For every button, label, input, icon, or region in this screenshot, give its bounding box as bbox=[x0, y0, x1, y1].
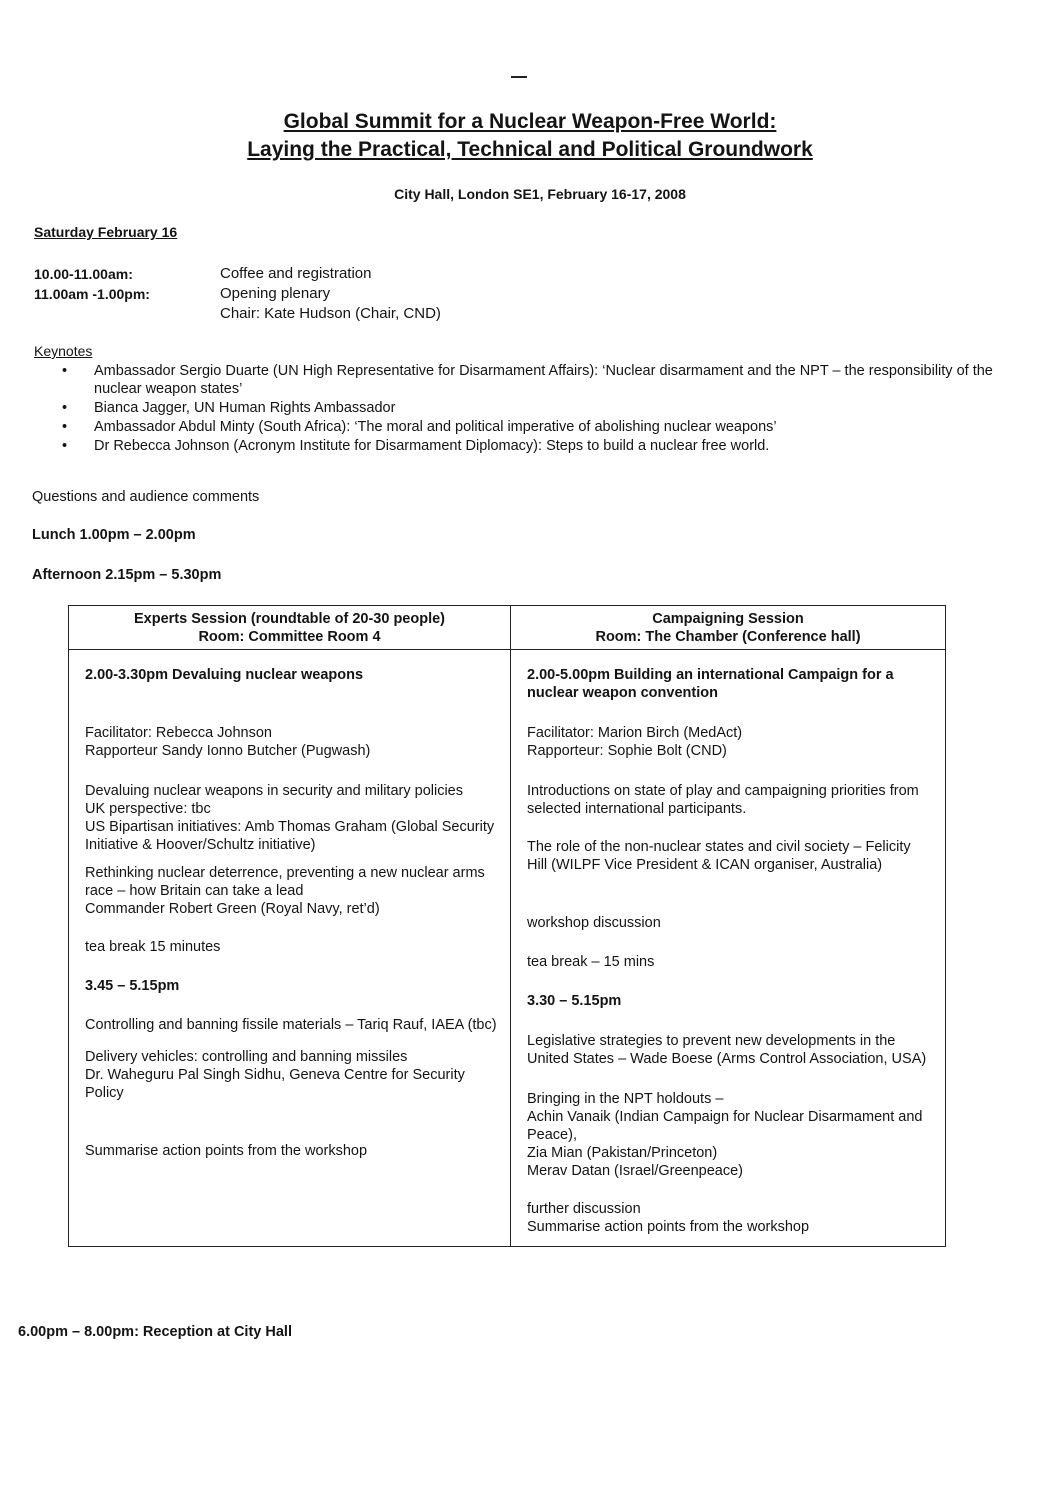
reception-line: 6.00pm – 8.00pm: Reception at City Hall bbox=[18, 1324, 292, 1340]
morning-schedule bbox=[34, 264, 441, 324]
experts-item: US Bipartisan initiatives: Amb Thomas Graham (Global Security Initiative & Hoover/Schultz initiative) bbox=[85, 819, 495, 853]
schedule-time: 11.00am -1.00pm: bbox=[34, 286, 150, 302]
keynote-text: Ambassador Abdul Minty (South Africa): ‘The moral and political imperative of abolishing nuclear weapons’ bbox=[94, 419, 777, 435]
schedule-row bbox=[34, 264, 441, 284]
campaign-item: The role of the non-nuclear states and civil society – Felicity Hill (WILPF Vice President & ICAN organiser, Australia) bbox=[527, 839, 911, 873]
bullet-icon: • bbox=[62, 363, 68, 379]
experts-block bbox=[85, 864, 498, 918]
experts-facilitator: Facilitator: Rebecca Johnson bbox=[85, 725, 272, 741]
schedule-row bbox=[34, 284, 441, 304]
campaign-facilitator: Facilitator: Marion Birch (MedAct) bbox=[527, 725, 743, 741]
campaign-header-title: Campaigning Session bbox=[652, 611, 804, 627]
experts-officers bbox=[85, 724, 498, 760]
schedule-desc: Opening plenary bbox=[220, 285, 331, 302]
campaign-block-title: 3.30 – 5.15pm bbox=[527, 993, 622, 1009]
schedule-time: 10.00-11.00am: bbox=[34, 266, 133, 282]
campaign-block bbox=[527, 1090, 933, 1180]
keynote-text: Ambassador Sergio Duarte (UN High Representative for Disarmament Affairs): ‘Nuclear disarmament and the NPT – the responsibility of the nuclear weapon states’ bbox=[94, 363, 993, 397]
keynote-item bbox=[58, 399, 998, 417]
experts-block bbox=[85, 1048, 498, 1102]
campaign-officers bbox=[527, 724, 933, 760]
campaign-item: Bringing in the NPT holdouts – bbox=[527, 1091, 724, 1107]
afternoon-line: Afternoon 2.15pm – 5.30pm bbox=[32, 567, 222, 583]
experts-tea-break: tea break 15 minutes bbox=[85, 939, 221, 955]
lunch-line: Lunch 1.00pm – 2.00pm bbox=[32, 527, 196, 543]
questions-line: Questions and audience comments bbox=[32, 489, 260, 505]
bullet-icon: • bbox=[62, 419, 68, 435]
campaign-tea-break: tea break – 15 mins bbox=[527, 954, 655, 970]
schedule-desc: Chair: Kate Hudson (Chair, CND) bbox=[220, 305, 441, 322]
campaign-item: Introductions on state of play and campaigning priorities from selected international participants. bbox=[527, 783, 919, 817]
campaign-session-column bbox=[511, 650, 946, 1247]
schedule-row bbox=[34, 304, 441, 324]
campaign-item: Merav Datan (Israel/Greenpeace) bbox=[527, 1163, 743, 1179]
schedule-time bbox=[34, 304, 220, 324]
campaign-block bbox=[527, 1200, 933, 1236]
bullet-icon: • bbox=[62, 400, 68, 416]
experts-item: Delivery vehicles: controlling and banning missiles bbox=[85, 1049, 408, 1065]
document-title-line-2: Laying the Practical, Technical and Political Groundwork bbox=[247, 138, 813, 161]
experts-item: Rethinking nuclear deterrence, preventing a new nuclear arms race – how Britain can take a lead bbox=[85, 865, 485, 899]
experts-session-column bbox=[69, 650, 511, 1247]
keynote-text: Bianca Jagger, UN Human Rights Ambassador bbox=[94, 400, 396, 416]
experts-item: Dr. Waheguru Pal Singh Sidhu, Geneva Centre for Security Policy bbox=[85, 1067, 465, 1101]
venue-line: City Hall, London SE1, February 16-17, 2008 bbox=[394, 186, 686, 202]
keynotes-list bbox=[58, 362, 998, 456]
experts-item: UK perspective: tbc bbox=[85, 801, 211, 817]
experts-rapporteur: Rapporteur Sandy Ionno Butcher (Pugwash) bbox=[85, 743, 371, 759]
document-title-line-1: Global Summit for a Nuclear Weapon-Free World: bbox=[283, 110, 777, 133]
day-heading: Saturday February 16 bbox=[34, 224, 178, 240]
sessions-body-row bbox=[69, 650, 946, 1247]
campaign-item: Zia Mian (Pakistan/Princeton) bbox=[527, 1145, 718, 1161]
experts-item: Controlling and banning fissile materials – Tariq Rauf, IAEA (tbc) bbox=[85, 1017, 497, 1033]
experts-item: Summarise action points from the workshop bbox=[85, 1143, 368, 1159]
keynote-text: Dr Rebecca Johnson (Acronym Institute for Disarmament Diplomacy): Steps to build a nuclear free world. bbox=[94, 438, 770, 454]
sessions-table bbox=[68, 605, 946, 1247]
experts-block-title: 3.45 – 5.15pm bbox=[85, 978, 180, 994]
campaign-block-title: 2.00-5.00pm Building an international Campaign for a nuclear weapon convention bbox=[527, 667, 894, 701]
experts-item: Devaluing nuclear weapons in security and military policies bbox=[85, 783, 463, 799]
campaign-item: further discussion bbox=[527, 1201, 641, 1217]
keynote-item bbox=[58, 437, 998, 455]
campaign-item: Legislative strategies to prevent new developments in the United States – Wade Boese (Arms Control Association, USA) bbox=[527, 1033, 927, 1067]
campaign-item: Achin Vanaik (Indian Campaign for Nuclear Disarmament and Peace), bbox=[527, 1109, 923, 1143]
campaign-session-header bbox=[511, 606, 946, 650]
campaign-item: Summarise action points from the workshop bbox=[527, 1219, 810, 1235]
experts-header-title: Experts Session (roundtable of 20-30 people) bbox=[133, 611, 445, 627]
bullet-icon: • bbox=[62, 438, 68, 454]
experts-item: Commander Robert Green (Royal Navy, ret’d) bbox=[85, 901, 380, 917]
experts-session-header bbox=[69, 606, 511, 650]
experts-header-room: Room: Committee Room 4 bbox=[198, 629, 381, 645]
keynotes-heading: Keynotes bbox=[34, 343, 93, 359]
page-mark bbox=[511, 76, 527, 78]
sessions-header-row bbox=[69, 606, 946, 650]
campaign-item: workshop discussion bbox=[527, 915, 661, 931]
schedule-desc: Coffee and registration bbox=[220, 265, 372, 282]
keynote-item bbox=[58, 362, 998, 398]
experts-block bbox=[85, 782, 498, 854]
campaign-header-room: Room: The Chamber (Conference hall) bbox=[595, 629, 861, 645]
campaign-rapporteur: Rapporteur: Sophie Bolt (CND) bbox=[527, 743, 727, 759]
keynote-item bbox=[58, 418, 998, 436]
experts-block-title: 2.00-3.30pm Devaluing nuclear weapons bbox=[85, 667, 364, 683]
